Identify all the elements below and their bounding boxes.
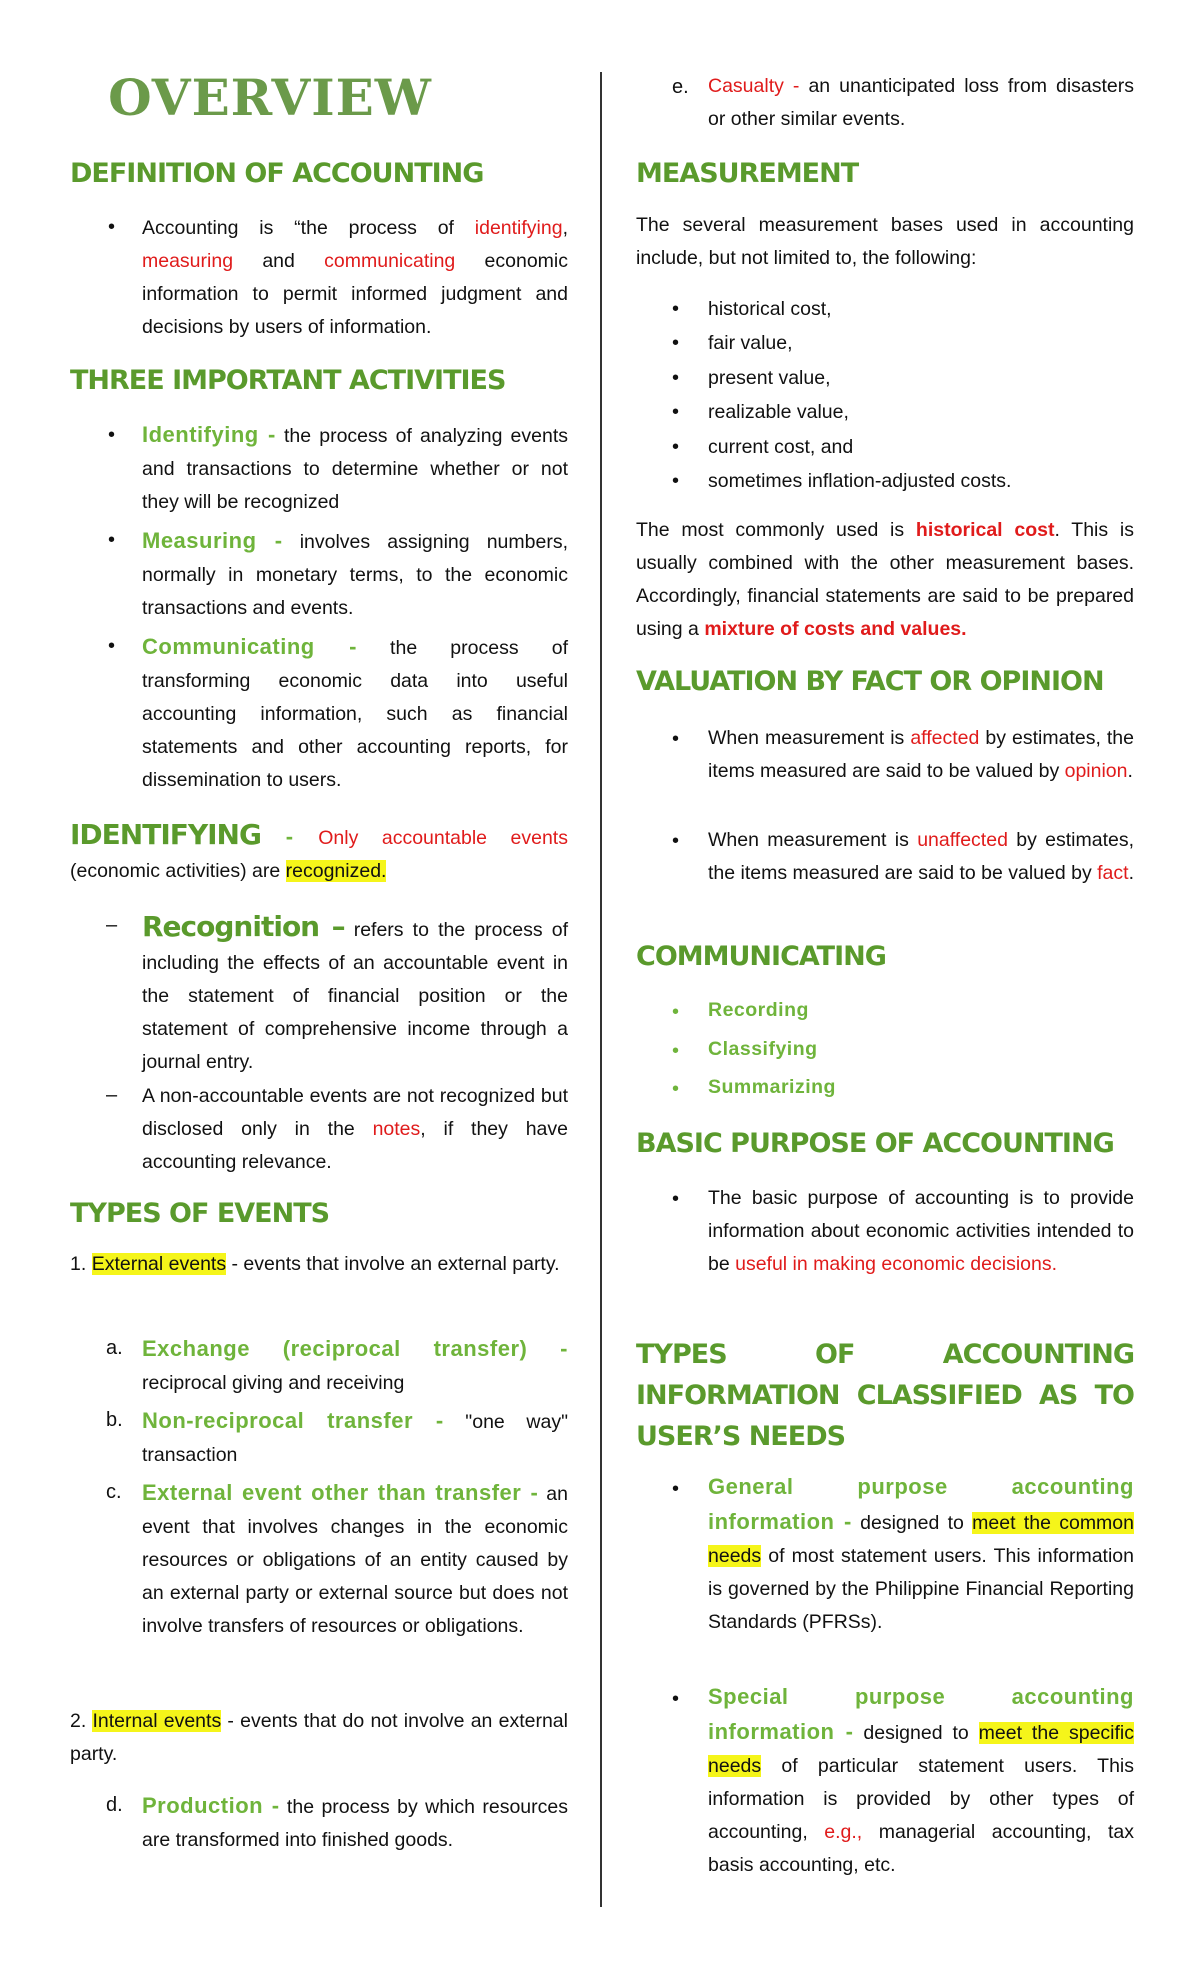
text: - events that do not involve an external party. xyxy=(70,1710,568,1765)
measurement-heading: MEASUREMENT xyxy=(636,158,859,189)
red-text: Casualty - xyxy=(708,75,800,97)
red-text: identifying xyxy=(474,217,563,239)
types-of-events-heading: TYPES OF EVENTS xyxy=(70,1198,330,1229)
bullet-icon: • xyxy=(672,1001,680,1023)
text: designed to xyxy=(851,1512,973,1534)
text: - xyxy=(260,824,319,849)
list-item: current cost, and xyxy=(708,436,854,458)
text: "one way" transaction xyxy=(142,1411,568,1466)
list-marker: c. xyxy=(106,1481,122,1503)
highlight-text: Internal events xyxy=(92,1710,222,1732)
identifying-paragraph xyxy=(70,818,568,888)
info-type-label: General purpose accounting information - xyxy=(708,1474,1134,1534)
event-exchange xyxy=(142,1332,568,1400)
bullet-icon: • xyxy=(672,1078,680,1100)
activity-label: Measuring - xyxy=(142,528,283,553)
recognition-paragraph xyxy=(142,910,568,1079)
list-item: realizable value, xyxy=(708,401,849,423)
special-purpose-paragraph xyxy=(708,1680,1134,1882)
bullet-icon: • xyxy=(672,1040,680,1062)
highlight-text: recognized. xyxy=(285,860,387,882)
list-marker: d. xyxy=(106,1794,123,1816)
activity-identifying xyxy=(142,418,568,519)
communicating-item: Summarizing xyxy=(708,1076,836,1098)
list-marker: b. xyxy=(106,1409,123,1431)
text: involves assigning numbers, normally in monetary terms, to the economic transactions and events. xyxy=(142,531,568,619)
valuation-fact xyxy=(708,824,1134,890)
activity-label: Identifying - xyxy=(142,422,276,447)
red-text: notes xyxy=(372,1118,421,1140)
red-text: communicating xyxy=(324,250,456,272)
text: Accounting is “the process of xyxy=(142,217,475,239)
list-marker: a. xyxy=(106,1337,123,1359)
text: and xyxy=(233,250,325,272)
types-info-heading: TYPES OF ACCOUNTING INFORMATION CLASSIFIED AS TO USER’S NEEDS xyxy=(636,1339,1134,1452)
bullet-icon: • xyxy=(672,332,680,354)
basic-purpose-paragraph xyxy=(708,1182,1134,1281)
red-text: historical cost xyxy=(915,519,1055,541)
red-text: measuring xyxy=(142,250,234,272)
bullet-icon: • xyxy=(108,216,116,238)
list-marker: e. xyxy=(672,76,689,98)
red-text: fact xyxy=(1097,862,1129,884)
activity-measuring xyxy=(142,524,568,625)
definition-paragraph xyxy=(142,212,568,344)
event-casualty xyxy=(708,70,1134,136)
event-production xyxy=(142,1789,568,1857)
activity-communicating xyxy=(142,630,568,797)
event-external-other xyxy=(142,1476,568,1643)
measurement-intro: The several measurement bases used in accounting include, but not limited to, the following: xyxy=(636,214,1134,269)
bullet-icon: • xyxy=(108,424,116,446)
bullet-icon: • xyxy=(672,1688,680,1710)
text: refers to the process of including the effects of an accountable event in the statement of financial position or the statement of comprehensive income through a journal entry. xyxy=(142,919,568,1073)
list-item: sometimes inflation-adjusted costs. xyxy=(708,470,1012,492)
valuation-heading: VALUATION BY FACT OR OPINION xyxy=(636,666,1104,697)
text: , if they have accounting relevance. xyxy=(142,1118,568,1173)
text: A non-accountable events are not recognized but disclosed only in the xyxy=(142,1085,568,1140)
text: . xyxy=(1127,760,1133,782)
bullet-icon: • xyxy=(672,436,680,458)
event-non-reciprocal xyxy=(142,1404,568,1472)
communicating-item: Recording xyxy=(708,999,809,1021)
event-label: Non-reciprocal transfer - xyxy=(142,1408,444,1433)
bullet-icon: • xyxy=(672,367,680,389)
info-type-label: Special purpose accounting information - xyxy=(708,1684,1134,1744)
valuation-opinion xyxy=(708,722,1134,788)
text: an unanticipated loss from disasters or other similar events. xyxy=(708,75,1134,130)
general-purpose-paragraph xyxy=(708,1470,1134,1639)
text: . This is usually combined with the other measurement bases. Accordingly, financial statements are said to be prepared using a xyxy=(636,519,1134,640)
internal-events-paragraph xyxy=(70,1705,568,1771)
definition-heading: DEFINITION OF ACCOUNTING xyxy=(70,158,484,189)
bullet-icon: • xyxy=(672,830,680,852)
highlight-text: External events xyxy=(91,1253,227,1275)
text: by estimates, the items measured are said to be valued by xyxy=(708,727,1134,782)
text: of particular statement users. This information is provided by other types of accounting, xyxy=(708,1755,1134,1843)
list-item: fair value, xyxy=(708,332,793,354)
external-events-paragraph xyxy=(70,1248,568,1281)
text: managerial accounting, tax basis accounting, etc. xyxy=(708,1821,1134,1876)
recognition-label: Recognition – xyxy=(142,910,345,943)
bullet-icon: • xyxy=(672,1478,680,1500)
text: When measurement is xyxy=(708,727,911,749)
bullet-icon: • xyxy=(672,728,680,750)
red-text: affected xyxy=(910,727,980,749)
text: - events that involve an external party. xyxy=(226,1253,560,1275)
text: The basic purpose of accounting is to provide information about economic activities intended to be xyxy=(708,1187,1134,1275)
dash-icon: – xyxy=(106,1084,118,1106)
text: The most commonly used is xyxy=(636,519,916,541)
basic-purpose-heading: BASIC PURPOSE OF ACCOUNTING xyxy=(636,1128,1114,1159)
bullet-icon: • xyxy=(108,529,116,551)
identifying-label: IDENTIFYING xyxy=(70,818,261,851)
communicating-item: Classifying xyxy=(708,1038,818,1060)
red-text: unaffected xyxy=(917,829,1008,851)
non-accountable-paragraph xyxy=(142,1080,568,1179)
text: 2. xyxy=(70,1710,93,1732)
text: . xyxy=(1128,862,1134,884)
red-text: mixture of costs and values. xyxy=(704,618,967,640)
text: reciprocal giving and receiving xyxy=(142,1372,405,1394)
dash-icon: – xyxy=(106,914,118,936)
red-text: e.g., xyxy=(824,1821,863,1843)
highlight-text: meet the specific needs xyxy=(708,1722,1134,1777)
event-label: Exchange (reciprocal transfer) - xyxy=(142,1336,568,1361)
text: , xyxy=(562,217,568,239)
red-text: opinion xyxy=(1064,760,1128,782)
bullet-icon: • xyxy=(672,470,680,492)
three-activities-heading: THREE IMPORTANT ACTIVITIES xyxy=(70,365,506,396)
text: When measurement is xyxy=(708,829,918,851)
highlight-text: meet the common needs xyxy=(708,1512,1134,1567)
text: the process of transforming economic data into useful accounting information, such as financial statements and other accounting reports, for dissemination to users. xyxy=(142,637,568,791)
measurement-paragraph xyxy=(636,514,1134,646)
text: the process by which resources are transformed into finished goods. xyxy=(142,1796,568,1851)
text: an event that involves changes in the economic resources or obligations of an entity caused by an external party or external source but does not involve transfers of resources or obligations. xyxy=(142,1483,568,1637)
red-text: Only accountable events xyxy=(318,827,568,849)
bullet-icon: • xyxy=(672,1188,680,1210)
bullet-icon: • xyxy=(108,635,116,657)
text: 1. xyxy=(70,1253,92,1275)
text: the process of analyzing events and transactions to determine whether or not they will be recognized xyxy=(142,425,568,513)
text: by estimates, the items measured are said to be valued by xyxy=(708,829,1135,884)
list-item: present value, xyxy=(708,367,831,389)
event-label: External event other than transfer - xyxy=(142,1480,539,1505)
text: designed to xyxy=(853,1722,979,1744)
column-divider xyxy=(600,72,602,1907)
text: of most statement users. This information is governed by the Philippine Financial Reporting Standards (PFRSs). xyxy=(708,1545,1134,1633)
text: (economic activities) are xyxy=(70,860,286,882)
event-label: Production - xyxy=(142,1793,280,1818)
activity-label: Communicating - xyxy=(142,634,357,659)
text: economic information to permit informed judgment and decisions by users of information. xyxy=(142,250,569,338)
page-title: OVERVIEW xyxy=(108,68,432,127)
red-text: useful in making economic decisions. xyxy=(735,1253,1058,1275)
bullet-icon: • xyxy=(672,401,680,423)
communicating-heading: COMMUNICATING xyxy=(636,941,886,972)
bullet-icon: • xyxy=(672,298,680,320)
list-item: historical cost, xyxy=(708,298,832,320)
